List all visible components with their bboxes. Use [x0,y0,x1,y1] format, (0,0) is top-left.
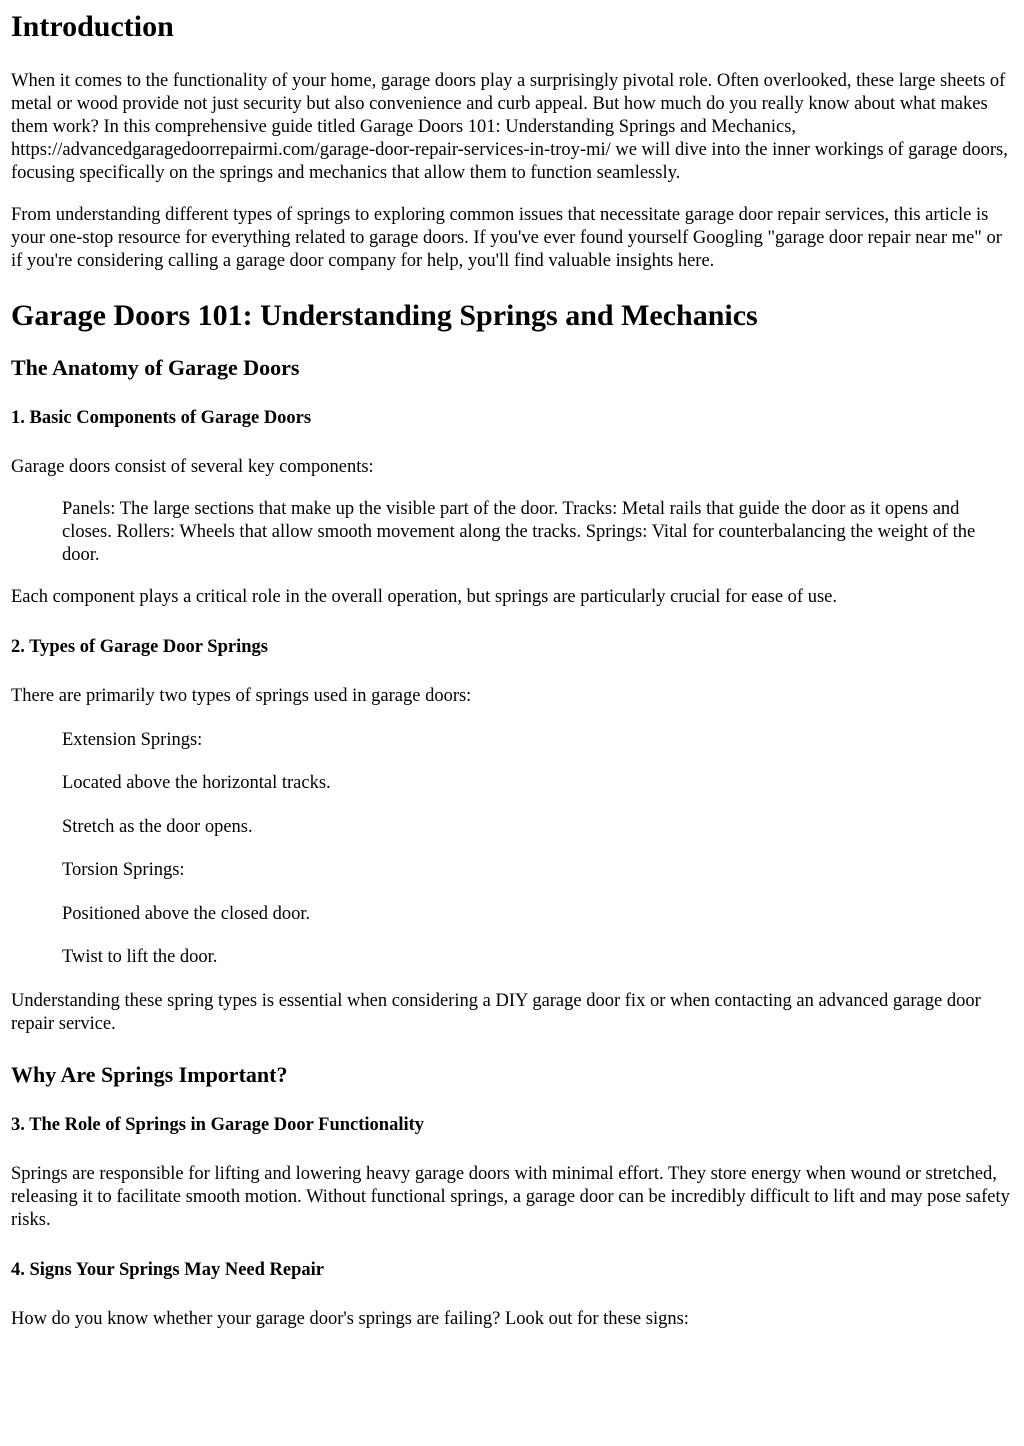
section-3-heading: 3. The Role of Springs in Garage Door Functionality [11,1114,425,1135]
anatomy-heading: The Anatomy of Garage Doors [11,355,300,380]
list-item: Stretch as the door opens. [62,816,253,837]
section-3-body: Springs are responsible for lifting and lowering heavy garage doors with minimal effort. They store energy when wound or stretched, releasing it to facilitate smooth motion. Without functional springs, a garage door can be incredibly difficult to lift and may pose safety risks. [11,1163,1010,1230]
section-4-body: How do you know whether your garage door's springs are failing? Look out for these signs: [11,1308,689,1329]
why-heading: Why Are Springs Important? [11,1061,288,1087]
section-2-intro: There are primarily two types of springs used in garage doors: [11,686,472,706]
section-1-heading: 1. Basic Components of Garage Doors [11,408,312,428]
section-2-outro: Understanding these spring types is essential when considering a DIY garage door fix or when contacting an advanced garage door repair service. [11,990,981,1034]
list-item: Extension Springs: [62,729,203,750]
list-item: Twist to lift the door. [62,947,218,967]
intro-paragraph-1: When it comes to the functionality of your home, garage doors play a surprisingly pivotal role. Often overlooked, these large sheets of metal or wood provide not just security but also convenience and curb appeal. But how much do you really know about what makes them work? In this comprehensive guide titled Garage Doors 101: Understanding Springs and Mechanics, https://advancedgaragedoorrepairmi.com/garage-door-repair-services-in-troy-mi/ we will dive into the inner workings of garage doors, focusing specifically on the springs and mechanics that allow them to function seamlessly. [11,71,1008,183]
list-item: Positioned above the closed door. [62,903,311,924]
main-heading: Garage Doors 101: Understanding Springs and Mechanics [11,299,758,332]
list-item: Located above the horizontal tracks. [62,773,331,793]
components-block: Panels: The large sections that make up the visible part of the door. Tracks: Metal rails that guide the door as it opens and closes. Rollers: Wheels that allow smooth movement along the tracks. Springs: Vital for counterbalancing the weight of the door. [62,499,976,565]
section-4-heading: 4. Signs Your Springs May Need Repair [11,1259,324,1280]
section-1-intro: Garage doors consist of several key components: [11,457,374,477]
section-2-heading: 2. Types of Garage Door Springs [11,637,268,657]
section-1-outro: Each component plays a critical role in the overall operation, but springs are particularly crucial for ease of use. [11,587,838,607]
list-item: Torsion Springs: [62,860,185,880]
intro-paragraph-2: From understanding different types of springs to exploring common issues that necessitate garage door repair services, this article is your one-stop resource for everything related to garage doors. If you've ever found yourself Googling "garage door repair near me" or if you're considering calling a garage door company for help, you'll find valuable insights here. [11,205,1002,271]
intro-heading: Introduction [11,10,174,43]
